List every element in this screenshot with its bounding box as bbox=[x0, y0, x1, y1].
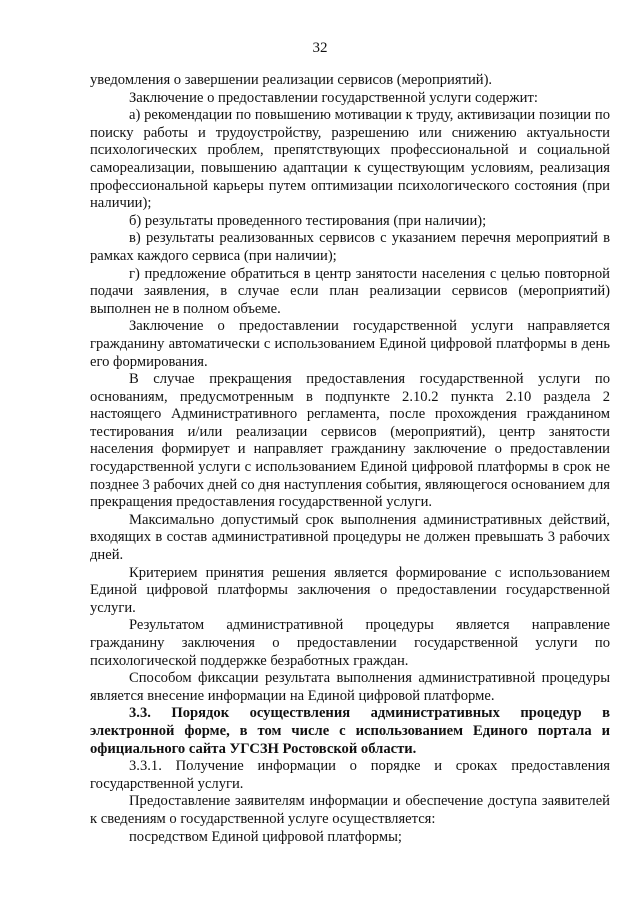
paragraph: Предоставление заявителям информации и обеспечение доступа заявителей к сведениям о государственной услуге осуществляется: bbox=[90, 793, 610, 827]
paragraph: Максимально допустимый срок выполнения административных действий, входящих в состав административной процедуры не должен превышать 3 рабочих дней. bbox=[90, 511, 610, 564]
paragraph: уведомления о завершении реализации сервисов (мероприятий). bbox=[90, 72, 493, 88]
paragraph: 3.3.1. Получение информации о порядке и сроках предоставления государственной услуги. bbox=[90, 758, 610, 792]
paragraph: в) результаты реализованных сервисов с указанием перечня мероприятий в рамках каждого сервиса (при наличии); bbox=[90, 230, 610, 264]
paragraph: б) результаты проведенного тестирования (при наличии); bbox=[129, 212, 487, 229]
section-heading: 3.3. Порядок осуществления административных процедур в электронной форме, в том числе с использованием Единого портала и официального сайта УГСЗН Ростовской области. bbox=[90, 705, 610, 757]
page-number: 32 bbox=[312, 40, 328, 56]
document-body bbox=[90, 72, 610, 846]
paragraph: Критерием принятия решения является формирование с использованием Единой цифровой платформы заключения о предоставлении государственной услуги. bbox=[90, 564, 610, 616]
paragraph: Заключение о предоставлении государственной услуги содержит: bbox=[129, 89, 538, 106]
paragraph: посредством Единой цифровой платформы; bbox=[129, 828, 402, 845]
paragraph: Результатом административной процедуры является направление гражданину заключения о предоставлении государственной услуги по психологической поддержке безработных граждан. bbox=[90, 617, 610, 669]
paragraph: а) рекомендации по повышению мотивации к труду, активизации позиции по поиску работы и трудоустройству, разрешению или снижению актуальности психологических проблем, препятствующих профессиональной и социальной самореализации, повышению адаптации к существующим условиям, реализация профессиональной карьеры путем оптимизации психологического состояния (при наличии); bbox=[90, 107, 610, 212]
paragraph: Способом фиксации результата выполнения административной процедуры является внесение информации на Единой цифровой платформе. bbox=[90, 670, 610, 704]
paragraph: г) предложение обратиться в центр занятости населения с целью повторной подачи заявления, в случае если план реализации сервисов (мероприятий) выполнен не в полном объеме. bbox=[90, 265, 610, 317]
paragraph: В случае прекращения предоставления государственной услуги по основаниям, предусмотренным в подпункте 2.10.2 пункта 2.10 раздела 2 настоящего Административного регламента, после прохождения гражданином тестирования и/или реализации сервисов (мероприятий), центр занятости населения формирует и направляет гражданину заключение о предоставлении государственной услуги с использованием Единой цифровой платформы в срок не позднее 3 рабочих дней со дня наступления события, являющегося основанием для прекращения предоставления государственной услуги. bbox=[90, 371, 610, 511]
paragraph: Заключение о предоставлении государственной услуги направляется гражданину автоматически с использованием Единой цифровой платформы в день его формирования. bbox=[90, 318, 610, 370]
